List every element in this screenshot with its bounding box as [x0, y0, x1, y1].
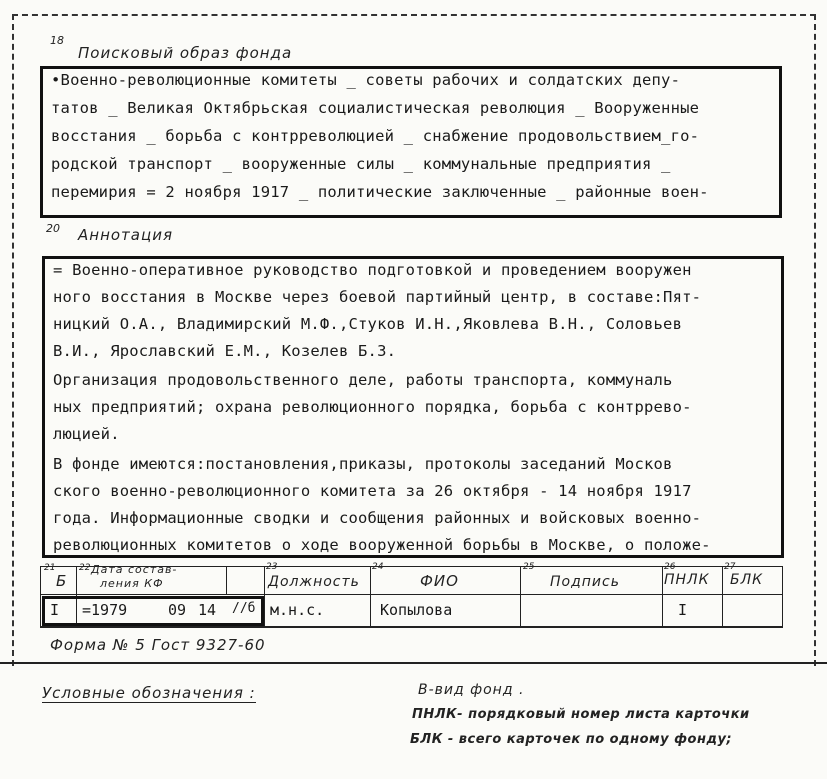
- table-divider: [264, 566, 265, 628]
- table-divider: [520, 566, 521, 628]
- col-number-21: 21: [44, 563, 56, 573]
- cell-name: Копылова: [380, 601, 453, 619]
- search-line: •Военно-революционные комитеты _ советы рабочих и солдатских депу-: [51, 71, 681, 89]
- field-number-20: 20: [46, 222, 60, 235]
- cell-b: I: [50, 601, 60, 619]
- annotation-line: В фонде имеются:постановления,приказы, протоколы заседаний Москов: [53, 455, 673, 473]
- annotation-line: В.И., Ярославский Е.М., Козелев Б.З.: [53, 342, 397, 360]
- table-divider: [226, 566, 227, 594]
- annotation-line: года. Информационные сводки и сообщения районных и войсковых военно-: [53, 509, 702, 527]
- cell-extra: //б: [232, 601, 256, 616]
- col-number-24: 24: [372, 562, 384, 572]
- field-number-18: 18: [50, 34, 64, 47]
- cell-month: 09: [168, 601, 187, 619]
- search-image-box: [40, 66, 782, 218]
- col-header-b: Б: [56, 572, 68, 590]
- table-divider: [370, 566, 371, 628]
- col-number-23: 23: [266, 562, 278, 572]
- cell-day: 14: [198, 601, 217, 619]
- cell-position: м.н.с.: [270, 601, 325, 619]
- col-number-26: 26: [664, 562, 676, 572]
- col-header-name: ФИО: [420, 572, 459, 590]
- col-header-date-2: ления КФ: [100, 577, 164, 590]
- table-divider: [782, 566, 783, 628]
- annotation-label: Аннотация: [78, 226, 173, 244]
- col-header-pnlk: ПНЛК: [664, 572, 710, 588]
- cell-year: =1979: [82, 601, 128, 619]
- col-header-position: Должность: [268, 574, 360, 590]
- row-highlight-box: [42, 596, 264, 626]
- legend-item: БЛК - всего карточек по одному фонду;: [410, 732, 733, 747]
- table-mid-border: [40, 594, 782, 595]
- col-header-blk: БЛК: [730, 572, 764, 588]
- annotation-line: ницкий О.А., Владимирский М.Ф.,Стуков И.Н.,Яковлева В.Н., Соловьев: [53, 315, 683, 333]
- col-number-25: 25: [523, 562, 535, 572]
- legend-item: В-вид фонд .: [418, 682, 525, 698]
- legend-separator: [0, 662, 827, 664]
- search-line: татов _ Великая Октябрьская социалистическая революция _ Вооруженные: [51, 99, 700, 117]
- legend-title: Условные обозначения :: [42, 684, 256, 702]
- annotation-line: ных предприятий; охрана революционного порядка, борьба с контррево-: [53, 398, 692, 416]
- col-header-date: Дата состав-: [91, 563, 178, 576]
- table-bottom-border: [40, 626, 782, 628]
- search-line: перемирия = 2 ноября 1917 _ политические заключенные _ районные воен-: [51, 183, 709, 201]
- annotation-box: [42, 256, 784, 558]
- annotation-line: ского военно-революционного комитета за 26 октября - 14 ноября 1917: [53, 482, 692, 500]
- annotation-line: = Военно-оперативное руководство подготовкой и проведением вооружен: [53, 261, 692, 279]
- col-header-signature: Подпись: [550, 574, 620, 590]
- legend-item: ПНЛК- порядковый номер листа карточки: [412, 707, 750, 722]
- annotation-line: люцией.: [53, 425, 120, 443]
- search-line: родской транспорт _ вооруженные силы _ коммунальные предприятия _: [51, 155, 671, 173]
- col-number-27: 27: [724, 562, 736, 572]
- col-number-22: 22: [79, 563, 91, 573]
- table-divider: [40, 566, 41, 628]
- form-code: Форма № 5 Гост 9327-60: [50, 636, 266, 654]
- table-divider: [662, 566, 663, 628]
- table-divider: [722, 566, 723, 628]
- annotation-line: ного восстания в Москве через боевой партийный центр, в составе:Пят-: [53, 288, 702, 306]
- search-image-label: Поисковый образ фонда: [78, 44, 293, 62]
- annotation-line: революционных комитетов о ходе вооруженной борьбы в Москве, о положе-: [53, 536, 711, 554]
- search-line: восстания _ борьба с контрреволюцией _ снабжение продовольствием_го-: [51, 127, 700, 145]
- annotation-line: Организация продовольственного деле, работы транспорта, коммуналь: [53, 371, 673, 389]
- cell-pnlk: I: [678, 601, 688, 619]
